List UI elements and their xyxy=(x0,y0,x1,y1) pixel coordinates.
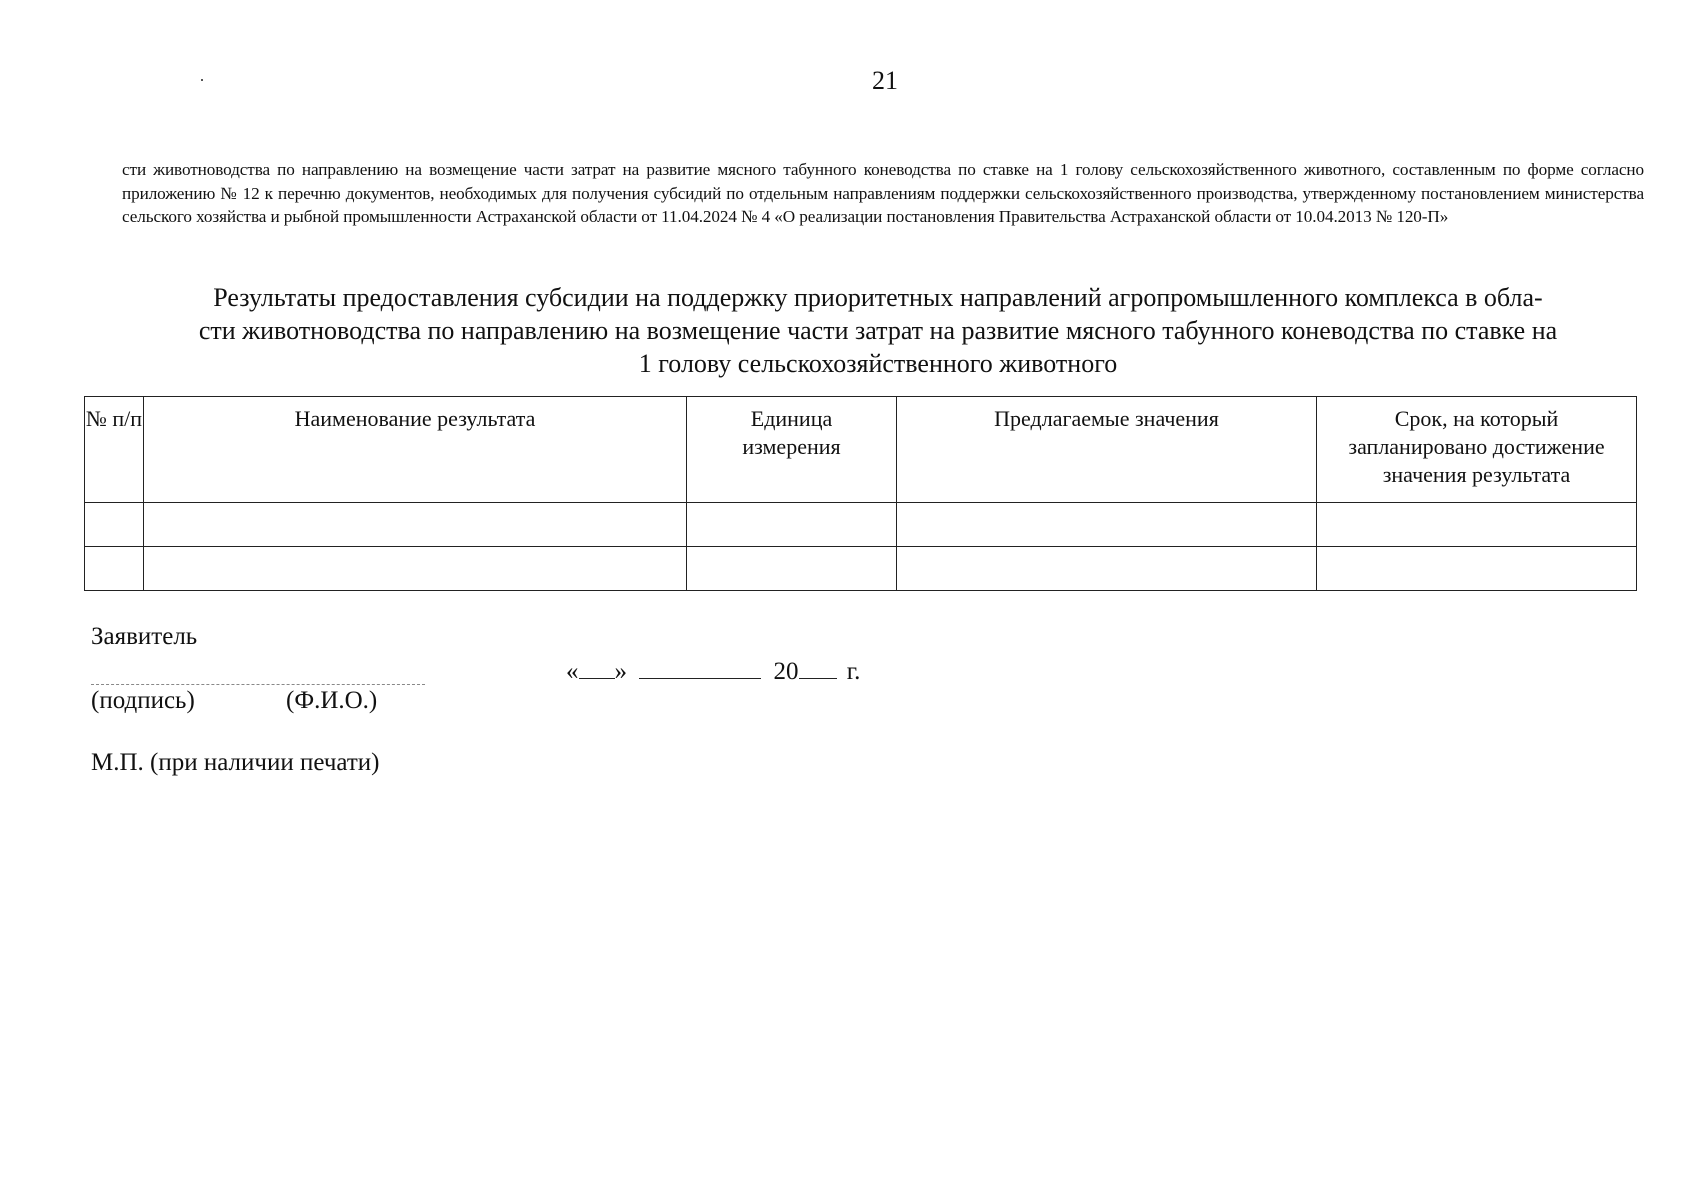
header-num: № п/п xyxy=(85,397,144,503)
year-suffix: г. xyxy=(846,658,861,685)
page-number: 21 xyxy=(872,66,898,95)
table-cell[interactable] xyxy=(144,503,687,547)
table-cell[interactable] xyxy=(85,547,144,591)
heading-line-3: 1 голову сельскохозяйственного животного xyxy=(638,349,1118,378)
applicant-label: Заявитель xyxy=(91,623,198,650)
table-cell[interactable] xyxy=(687,547,897,591)
table-row xyxy=(85,503,1637,547)
heading-line-1: Результаты предоставления субсидии на поддержку приоритетных направлений агропромышленного комплекса в обла- xyxy=(213,283,1543,312)
header-term: Срок, на который запланировано достижение значения результата xyxy=(1317,397,1637,503)
table-row xyxy=(85,547,1637,591)
stamp-label: М.П. (при наличии печати) xyxy=(91,749,380,776)
header-values: Предлагаемые значения xyxy=(897,397,1317,503)
table-cell[interactable] xyxy=(897,547,1317,591)
date-line xyxy=(566,654,860,687)
fio-caption: (Ф.И.О.) xyxy=(286,687,378,714)
table-cell[interactable] xyxy=(85,503,144,547)
table-cell[interactable] xyxy=(144,547,687,591)
year-prefix: 20 xyxy=(773,658,799,685)
intro-paragraph: сти животноводства по направлению на возмещение части затрат на развитие мясного табунного коневодства по ставке на 1 голову сельскохозяйственного животного, составленным по форме согласно приложению № 12 к перечню документов, необходимых для получения субсидий по отдельным направлениям поддержки сельскохозяйственного производства, утвержденному постановлением министерства сельского хозяйства и рыбной промышленности Астраханской области от 11.04.2024 № 4 «О реализации постановления Правительства Астраханской области от 10.04.2013 № 120-П» xyxy=(122,160,1644,226)
date-close-quote: » xyxy=(614,658,627,685)
year-blank[interactable] xyxy=(799,654,837,679)
date-open-quote: « xyxy=(566,658,579,685)
table-cell[interactable] xyxy=(897,503,1317,547)
signature-labels xyxy=(91,686,451,716)
document-heading xyxy=(108,281,1648,380)
table-cell[interactable] xyxy=(1317,503,1637,547)
day-blank[interactable] xyxy=(579,654,615,679)
heading-line-2: сти животноводства по направлению на возмещение части затрат на развитие мясного табунного коневодства по ставке на xyxy=(198,316,1558,345)
header-unit: Единица измерения xyxy=(687,397,897,503)
table-cell[interactable] xyxy=(687,503,897,547)
signature-line[interactable] xyxy=(91,684,425,685)
table-header-row xyxy=(85,397,1637,503)
signature-caption: (подпись) xyxy=(91,687,195,714)
results-table xyxy=(84,396,1637,591)
table-cell[interactable] xyxy=(1317,547,1637,591)
header-name: Наименование результата xyxy=(144,397,687,503)
month-blank[interactable] xyxy=(639,654,761,679)
